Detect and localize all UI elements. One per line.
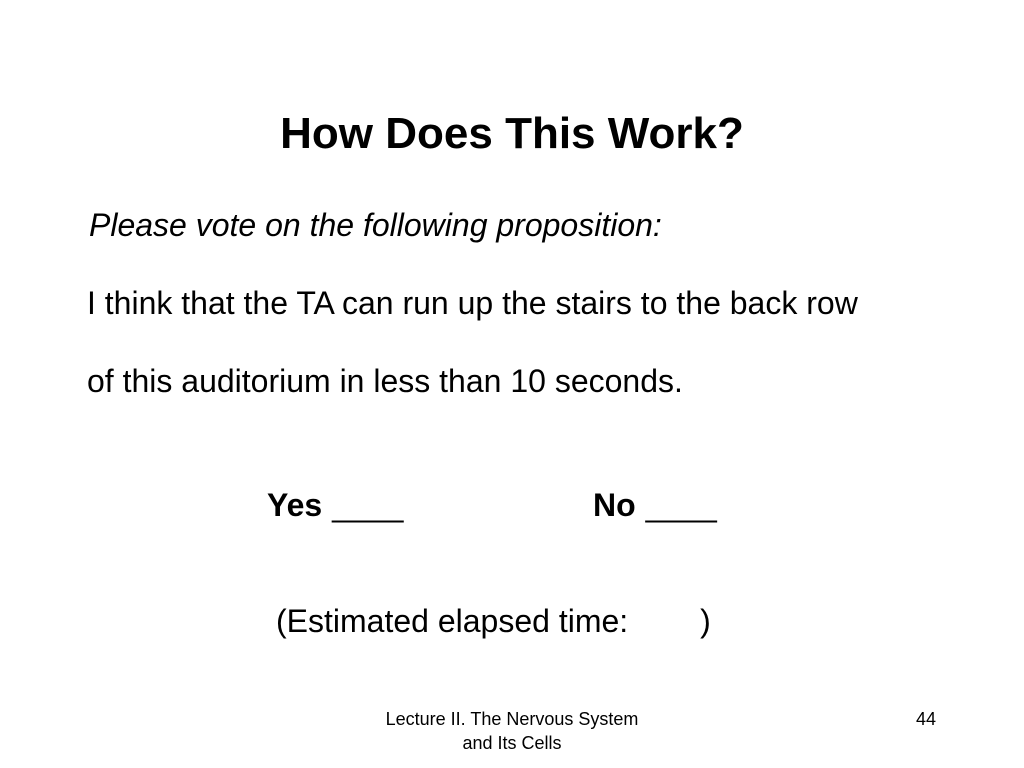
slide-title: How Does This Work? <box>280 109 744 158</box>
footer-lecture-title <box>352 707 672 755</box>
vote-no-option <box>593 485 717 525</box>
footer-lecture-line-1: Lecture II. The Nervous System <box>385 709 639 729</box>
vote-yes-label: Yes <box>267 487 323 523</box>
vote-yes-option <box>267 485 403 525</box>
proposition-line-1: I think that the TA can run up the stairs to the back row <box>87 285 858 321</box>
vote-no-label: No <box>593 487 636 523</box>
page-number: 44 <box>915 709 936 729</box>
footer-lecture-line-2: and Its Cells <box>462 733 562 753</box>
vote-no-blank: ____ <box>645 487 717 523</box>
vote-yes-blank: ____ <box>332 487 404 523</box>
vote-prompt: Please vote on the following proposition: <box>89 207 662 243</box>
proposition-line-2: of this auditorium in less than 10 seconds. <box>87 363 683 399</box>
elapsed-time-label: (Estimated elapsed time: <box>276 603 629 639</box>
elapsed-time-line <box>276 601 711 641</box>
elapsed-time-close: ) <box>700 603 711 639</box>
